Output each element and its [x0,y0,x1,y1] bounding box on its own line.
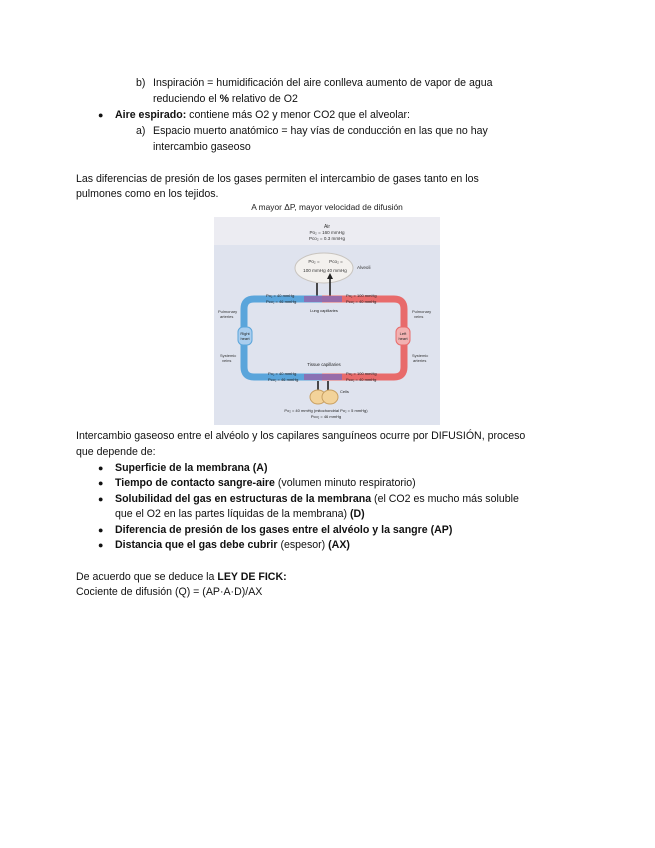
paragraph-1-line1: Las diferencias de presión de los gases permiten el intercambio de gases tanto en los [76,173,479,185]
lung-right-pco2: Pco₂ = 40 mmHg [346,299,377,304]
pulmonary-arteries-label-1: Pulmonary [218,309,238,314]
tissue-right-pco2: Pco₂ = 40 mmHg [346,377,377,382]
paragraph-1-line2: pulmones como en los tejidos. [76,188,219,200]
lung-left-pco2: Pco₂ = 46 mmHg [266,299,297,304]
systemic-veins-label-2: veins [222,358,232,363]
item-b-line1: Inspiración = humidificación del aire conlleva aumento de vapor de agua [153,77,493,89]
bullet-icon: ● [98,540,104,550]
bullet-icon: ● [98,110,104,120]
alveolar-pco2-label: Pco₂ = [329,259,343,264]
tissue-left-pco2: Pco₂ = 46 mmHg [268,377,299,382]
list-marker-b: b) [136,77,146,89]
lung-capillary-bar [304,296,342,302]
item-b-line2: reduciendo el % relativo de O2 [153,93,298,105]
factor-distance: Distancia que el gas debe cubrir (espesor) (AX) [115,539,350,551]
left-heart-label-1: Left [399,331,407,336]
paragraph-2-line2: que depende de: [76,446,156,458]
lung-left-po2: Po₂ = 40 mmHg [266,293,295,298]
item-a-line2: intercambio gaseoso [153,141,251,153]
pulmonary-arteries-label-2: arteries [220,314,234,319]
bullet-icon: ● [98,463,104,473]
pulmonary-veins-label-2: veins [414,314,424,319]
alveoli-label: Alveoli [357,265,371,270]
circulation-diagram [214,201,440,425]
factor-surface: Superficie de la membrana (A) [115,462,268,474]
left-heart-label-2: heart [398,336,408,341]
factor-pressure-difference: Diferencia de presión de los gases entre el alvéolo y la sangre (AP) [115,524,453,536]
paragraph-2-line1: Intercambio gaseoso entre el alvéolo y los capilares sanguíneos ocurre por DIFUSIÓN, proceso [76,430,526,442]
air-pco2: Pco₂ = 0.3 mmHg [308,236,346,241]
tissue-capillary-bar [304,374,342,380]
item-a-line1: Espacio muerto anatómico = hay vías de conducción en las que no hay [153,125,488,137]
factor-solubility: Solubilidad del gas en estructuras de la membrana (el CO2 es mucho más soluble [115,493,519,505]
expired-air-item: Aire espirado: contiene más O2 y menor CO2 que el alveolar: [115,109,410,121]
factor-contact-time: Tiempo de contacto sangre-aire (volumen minuto respiratorio) [115,477,416,489]
list-marker-a: a) [136,125,146,137]
fick-intro: De acuerdo que se deduce la LEY DE FICK: [76,571,287,583]
lung-capillaries-label: Lung capillaries [310,308,338,313]
bullet-icon: ● [98,525,104,535]
bullet-icon: ● [98,478,104,488]
right-heart-label-1: Right [240,331,250,336]
factor-solubility-line2: que el O2 en las partes líquidas de la membrana) (D) [115,508,365,520]
cells-po2: Po₂ = 40 mmHg (mitochondrial Po₂ = 5 mmHg) [284,408,368,413]
cell-right [322,390,338,404]
right-heart-label-2: heart [240,336,250,341]
lung-right-po2: Po₂ = 100 mmHg [346,293,377,298]
cells-label: Cells [340,389,349,394]
air-label: Air [323,224,331,230]
tissue-right-po2: Po₂ = 100 mmHg [346,371,377,376]
pulmonary-veins-label-1: Pulmonary [412,309,432,314]
systemic-veins-label-1: Systemic [220,353,237,358]
alveolar-po2-label: Po₂ = [308,259,320,264]
bullet-icon: ● [98,494,104,504]
figure-title: A mayor ΔP, mayor velocidad de difusión [251,202,403,212]
fick-formula: Cociente de difusión (Q) = (AP·A·D)/AX [76,586,263,598]
gas-exchange-figure [214,201,440,425]
systemic-arteries-label-1: Systemic [412,353,429,358]
alveolar-values: 100 mmHg 40 mmHg [303,268,347,273]
tissue-capillaries-label: Tissue capillaries [307,362,341,367]
systemic-arteries-label-2: arteries [413,358,427,363]
cells-pco2: Pco₂ = 46 mmHg [310,414,342,419]
air-po2: Po₂ = 160 mmHg [309,230,345,235]
tissue-left-po2: Po₂ = 40 mmHg [268,371,297,376]
